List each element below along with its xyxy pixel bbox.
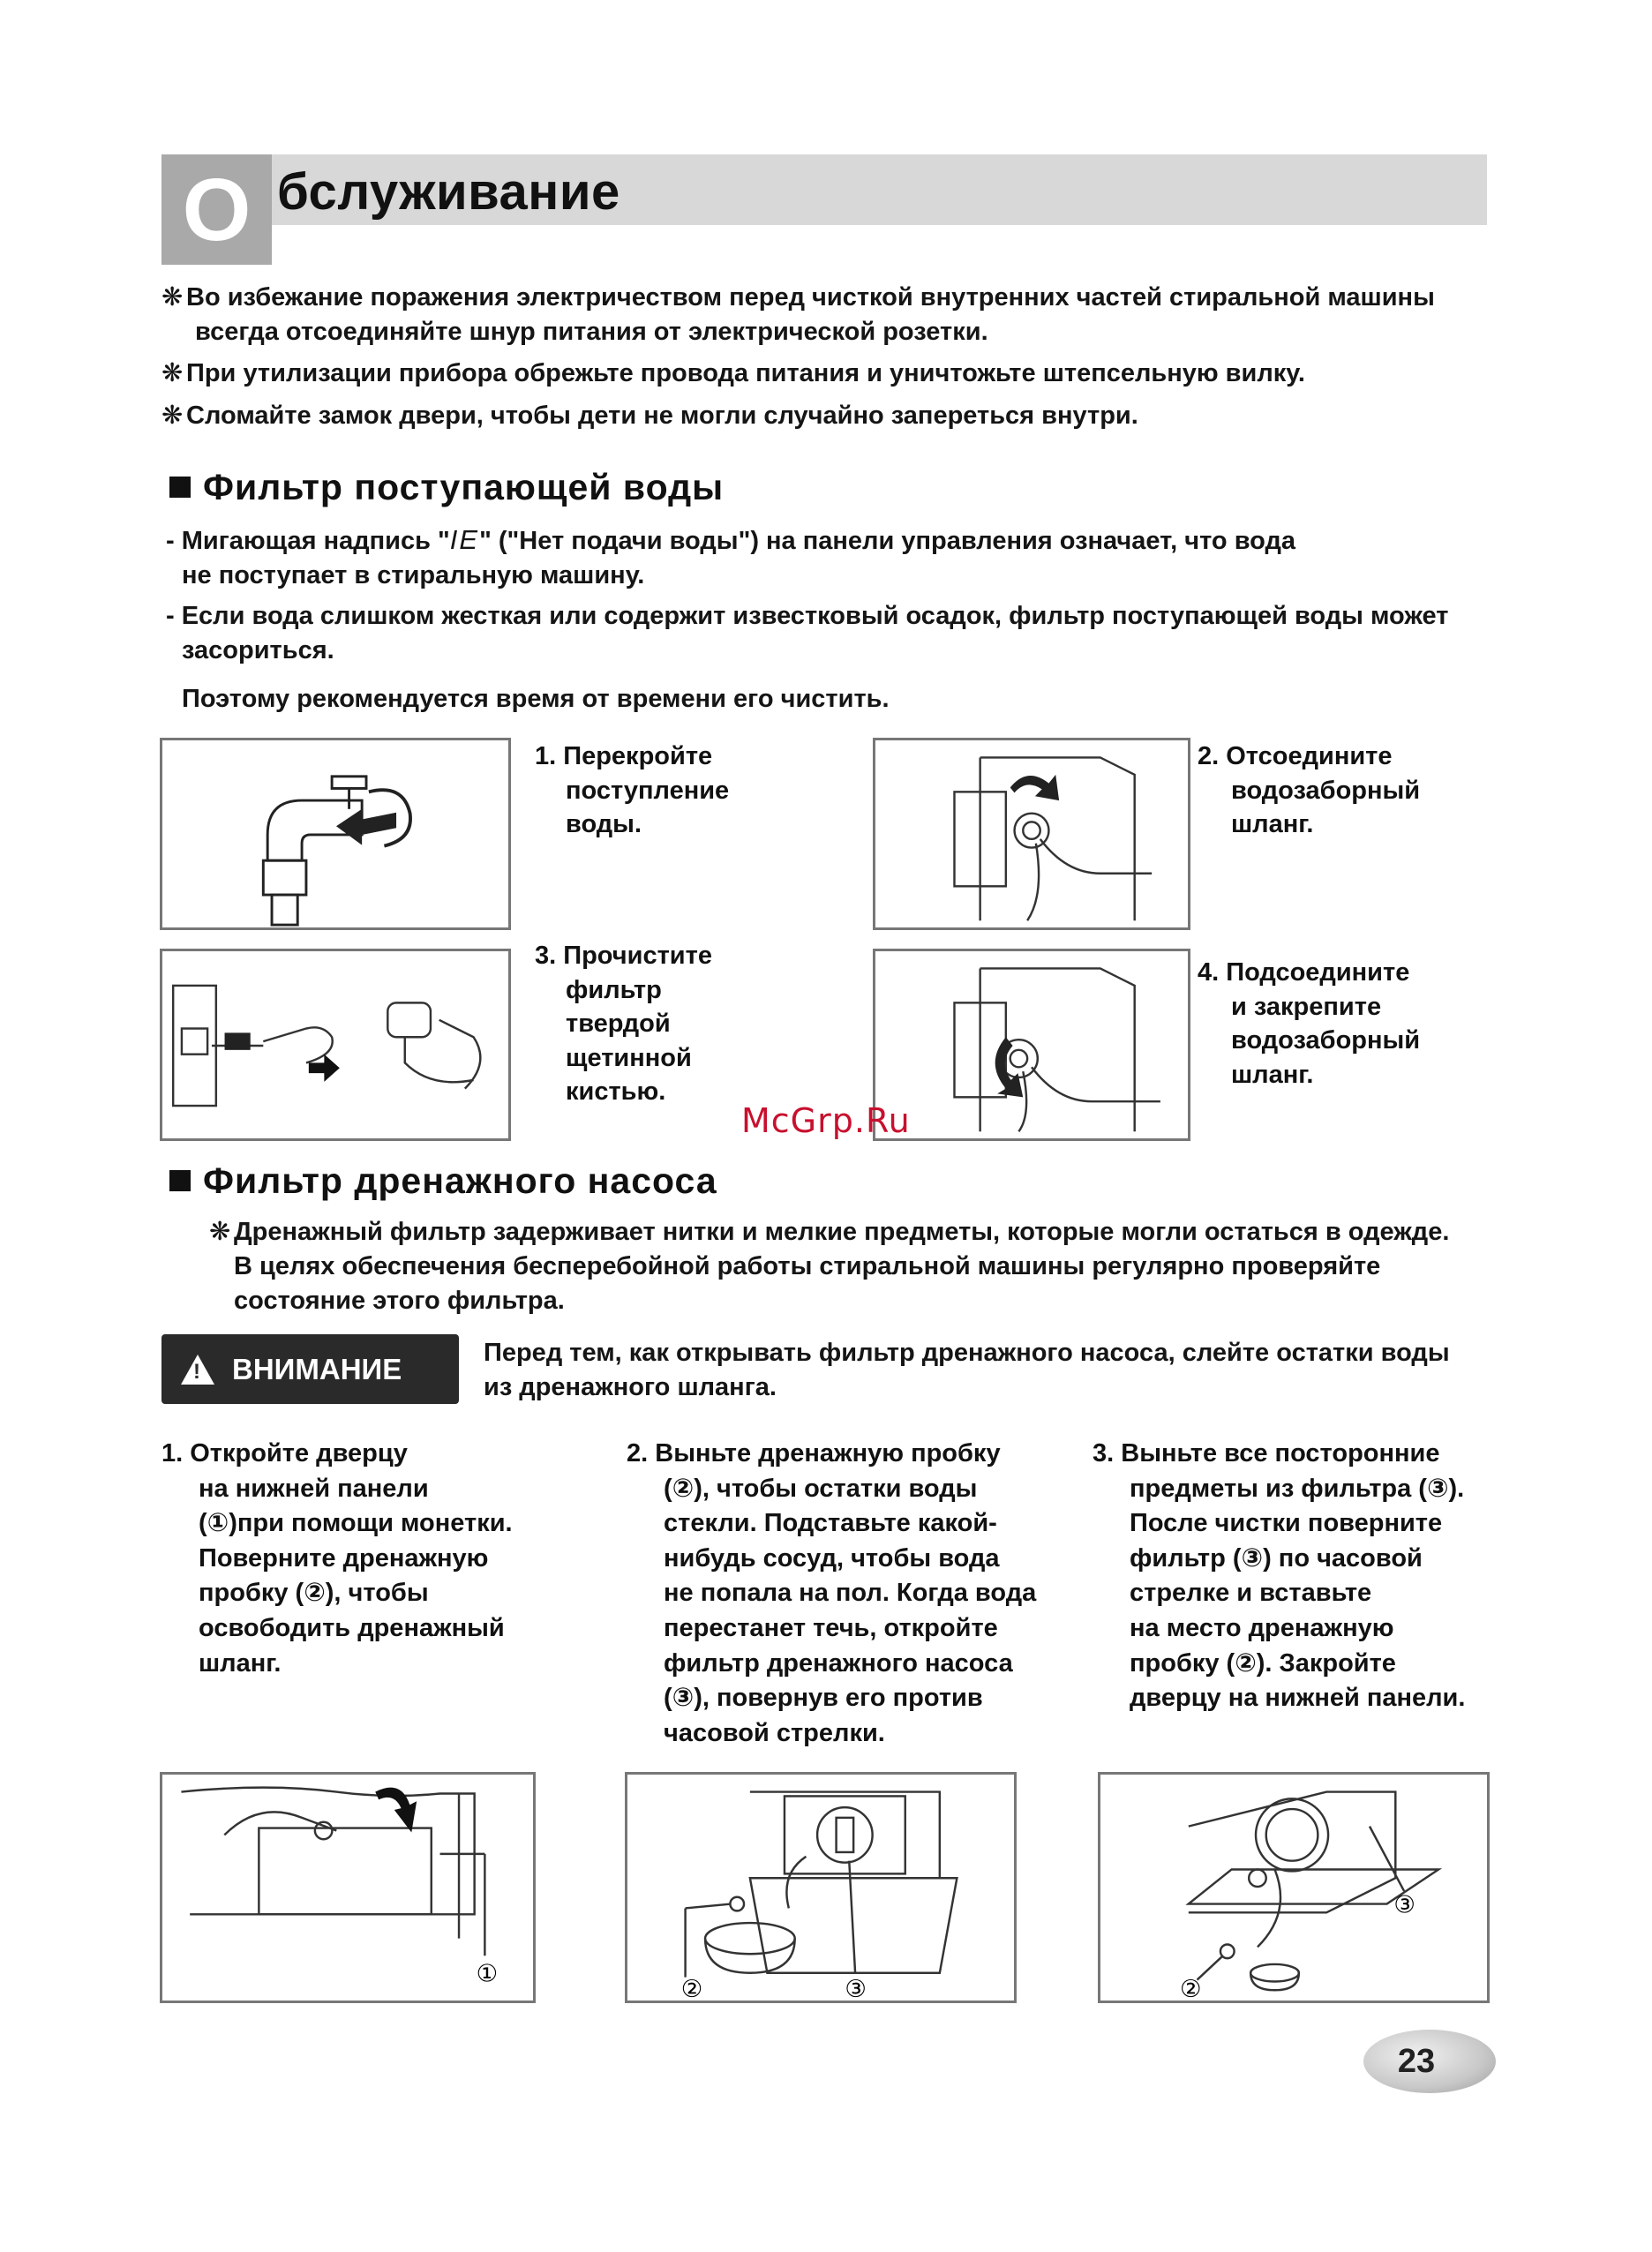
safety-note	[161, 357, 1503, 391]
note-line: всегда отсоединяйте шнур питания от электрической розетки.	[195, 318, 988, 346]
warning-icon: !	[181, 1355, 214, 1385]
note-line: Во избежание поражения электричеством перед чисткой внутренних частей стиральной машины	[186, 283, 1435, 312]
fig-label-1: ①	[476, 1960, 499, 1988]
disconnect-hose-illustration	[875, 740, 1188, 927]
figure-remove-debris	[1098, 1772, 1490, 2003]
square-bullet-icon	[169, 477, 191, 498]
page-number: 23	[1397, 2042, 1436, 2080]
inlet-paragraph-1-cont: не поступает в стиральную машину.	[182, 561, 645, 589]
drain-filter-note: ❋ Дренажный фильтр задерживает нитки и мелкие предметы, которые могли остаться в одежде. В целях обеспечения бесперебойной работы стиральной машины регулярно проверяйте состояние этого фильтра.	[209, 1215, 1506, 1318]
warning-badge	[161, 1334, 459, 1404]
page-title: бслуживание	[277, 163, 620, 221]
fig-label-2: ②	[680, 1976, 703, 2001]
tap-illustration	[162, 740, 508, 927]
inlet-filter-heading-wrap	[169, 465, 724, 509]
asterism-icon: ❋	[209, 1218, 231, 1246]
inlet-step-4: 4. Подсоедините и закрепите водозаборный шланг.	[1198, 958, 1421, 1089]
figure-open-lower-door	[160, 1772, 536, 2003]
inlet-step-2: 2. Отсоедините водозаборный шланг.	[1198, 742, 1421, 838]
asterism-icon: ❋	[161, 402, 184, 430]
figure-turn-off-tap	[160, 738, 511, 930]
inlet-filter-text	[166, 522, 1507, 717]
drain-step-1: 1. Откройте дверцу на нижней панели (①)при помощи монетки. Поверните дренажную пробку (②), чтобы освободить дренажный шланг.	[161, 1439, 513, 1678]
safety-notes	[161, 281, 1503, 433]
drain-step-2: 2. Выньте дренажную пробку (②), чтобы остатки воды стекли. Подставьте какой- нибудь сосуд, чтобы вода не попала на пол. Когда вода перестанет течь, откройте фильтр дренажного насоса (③), повернув его против часовой стрелки.	[627, 1439, 1037, 1747]
error-code: IE	[449, 524, 480, 555]
drain-filter-heading: Фильтр дренажного насоса	[203, 1160, 717, 1201]
fig-label-2b: ②	[1180, 1976, 1202, 2001]
inlet-step-3: 3. Прочистите фильтр твердой щетинной кистью.	[535, 942, 712, 1106]
drain-water-illustration	[627, 1775, 1014, 2001]
drain-step-3: 3. Выньте все посторонние предметы из фильтра (③). После чистки поверните фильтр (③) по часовой стрелке и вставьте на место дренажную пробку (②). Закройте дверцу на нижней панели.	[1093, 1439, 1466, 1713]
inlet-paragraph-1: - Мигающая надпись "IE" ("Нет подачи воды") на панели управления означает, что вода	[166, 524, 1296, 555]
note-line: При утилизации прибора обрежьте провода питания и уничтожьте штепсельную вилку.	[186, 359, 1305, 387]
safety-note	[161, 399, 1503, 433]
safety-note	[161, 281, 1503, 349]
watermark: McGrp.Ru	[741, 1101, 911, 1140]
figure-reconnect-hose	[873, 949, 1190, 1141]
asterism-icon: ❋	[161, 359, 184, 387]
inlet-paragraph-2-cont: засориться.	[182, 636, 334, 664]
inlet-step-1: 1. Перекройте поступление воды.	[535, 742, 730, 838]
clean-filter-illustration	[162, 951, 508, 1138]
figure-disconnect-hose	[873, 738, 1190, 930]
warning-label: ВНИМАНИЕ	[232, 1352, 402, 1385]
inlet-paragraph-2: - Если вода слишком жесткая или содержит известковый осадок, фильтр поступающей воды может	[166, 602, 1449, 630]
fig-label-3: ③	[845, 1976, 867, 2001]
inlet-paragraph-3: Поэтому рекомендуется время от времени его чистить.	[182, 685, 890, 713]
note-line: Сломайте замок двери, чтобы дети не могли случайно запереться внутри.	[186, 402, 1138, 430]
remove-debris-illustration	[1100, 1775, 1487, 2001]
inlet-filter-heading: Фильтр поступающей воды	[203, 467, 725, 507]
figure-clean-filter	[160, 949, 511, 1141]
asterism-icon: ❋	[161, 283, 184, 312]
warning-text: Перед тем, как открывать фильтр дренажного насоса, слейте остатки воды из дренажного шланга.	[484, 1339, 1450, 1401]
title-initial-letter: О	[182, 160, 252, 259]
fig-label-3b: ③	[1393, 1891, 1415, 1919]
square-bullet-icon	[169, 1170, 191, 1191]
open-door-illustration	[162, 1775, 533, 2001]
figure-drain-water	[625, 1772, 1017, 2003]
drain-filter-heading-wrap	[169, 1159, 717, 1203]
reconnect-hose-illustration	[875, 951, 1188, 1138]
